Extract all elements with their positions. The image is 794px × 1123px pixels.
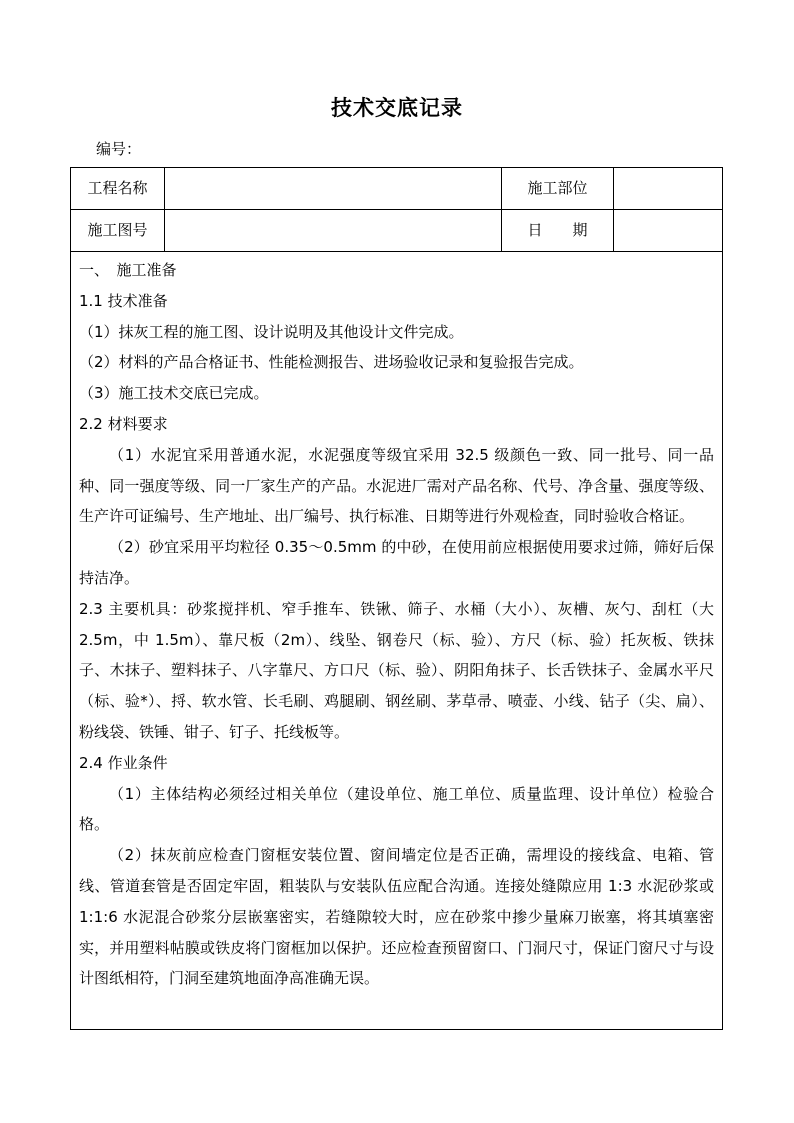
location-label: 施工部位 [502, 168, 614, 209]
location-field[interactable] [614, 168, 722, 209]
project-name-field[interactable] [165, 168, 502, 209]
header-row-drawing [71, 210, 722, 252]
project-name-label: 工程名称 [71, 168, 165, 209]
record-table [70, 167, 723, 1030]
date-label: 日 期 [502, 210, 614, 251]
paragraph: 2.3 主要机具：砂浆搅拌机、窄手推车、铁锹、筛子、水桶（大小）、灰槽、灰勺、刮杠（大 2.5m，中 1.5m）、靠尺板（2m）、线坠、钢卷尺（标、验）、方尺（标、验）托灰板、铁抹子、木抹子、塑料抹子、八字靠尺、方口尺（标、验）、阴阳角抹子、长舌铁抹子、金属水平尺（标、验*）、捋、软水管、长毛刷、鸡腿刷、钢丝刷、茅草帚、喷壶、小线、钻子（尖、扁）、粉线袋、铁锤、钳子、钉子、托线板等。 [79, 599, 714, 741]
paragraph: （2）抹灰前应检查门窗框安装位置、窗间墙定位是否正确，需埋设的接线盒、电箱、管线、管道套管是否固定牢固，粗装队与安装队伍应配合沟通。连接处缝隙应用 1:3 水泥砂浆或 1:1:6 水泥混合砂浆分层嵌塞密实，若缝隙较大时，应在砂浆中掺少量麻刀嵌塞，将其填塞密实，并用塑料帖膜或铁皮将门窗框加以保护。还应检查预留窗口、门洞尺寸，保证门窗尺寸与设计图纸相符，门洞至建筑地面净高准确无误。 [79, 846, 714, 988]
subsection-heading: 1.1 技术准备 [79, 291, 168, 310]
section-heading: 一、 施工准备 [79, 261, 177, 279]
disclosure-content [71, 252, 722, 994]
header-row-project [71, 168, 722, 210]
date-field[interactable] [614, 210, 722, 251]
document-title: 技术交底记录 [331, 96, 463, 120]
paragraph: （2）材料的产品合格证书、性能检测报告、进场验收记录和复验报告完成。 [79, 353, 584, 372]
paragraph: （2）砂宜采用平均粒径 0.35～0.5mm 的中砂，在使用前应根据使用要求过筛，筛好后保持洁净。 [79, 538, 714, 587]
drawing-number-field[interactable] [165, 210, 502, 251]
paragraph: （1）水泥宜采用普通水泥，水泥强度等级宜采用 32.5 级颜色一致、同一批号、同一品种、同一强度等级、同一厂家生产的产品。水泥进厂需对产品名称、代号、净含量、强度等级、生产许可证编号、生产地址、出厂编号、执行标准、日期等进行外观检查，同时验收合格证。 [79, 445, 714, 526]
paragraph: （3）施工技术交底已完成。 [79, 384, 269, 403]
subsection-heading: 2.2 材料要求 [79, 414, 168, 433]
subsection-heading: 2.4 作业条件 [79, 753, 168, 772]
document-number-label: 编号： [96, 140, 142, 158]
paragraph: （1）主体结构必须经过相关单位（建设单位、施工单位、质量监理、设计单位）检验合格。 [79, 784, 714, 834]
drawing-number-label: 施工图号 [71, 210, 165, 251]
paragraph: （1）抹灰工程的施工图、设计说明及其他设计文件完成。 [79, 322, 464, 341]
